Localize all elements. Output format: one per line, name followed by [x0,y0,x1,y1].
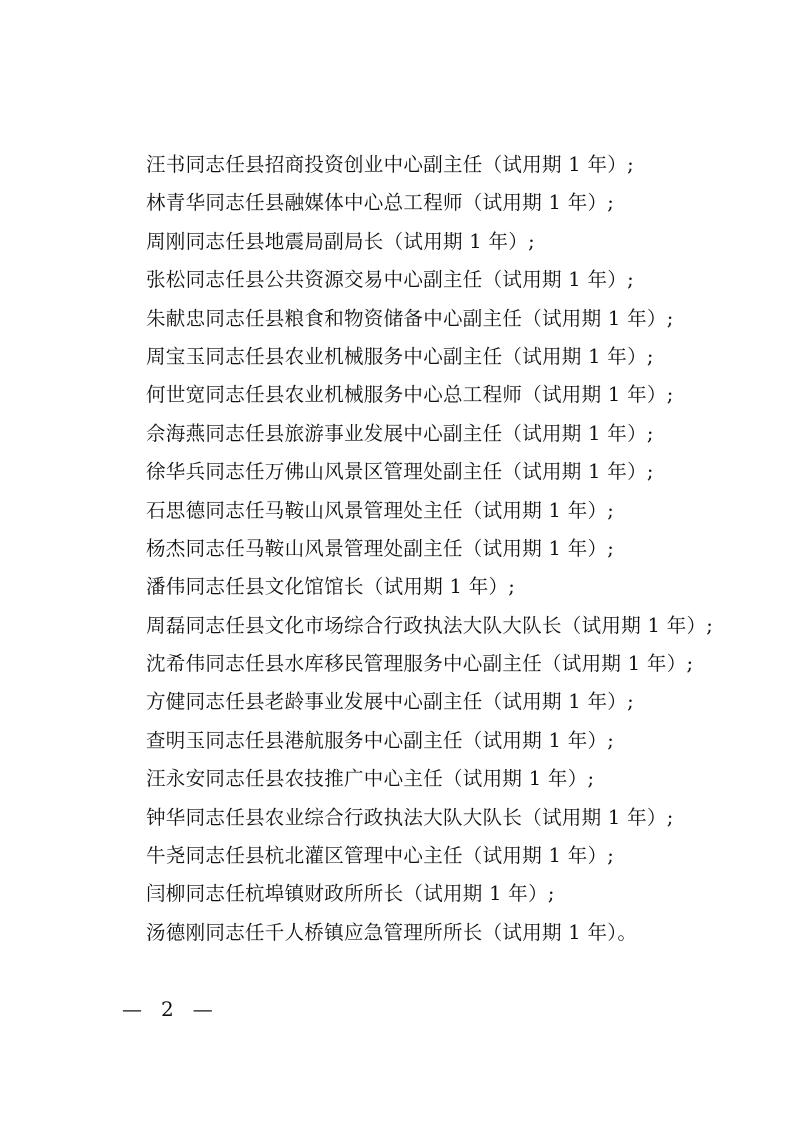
appointment-line-7: 何世宽同志任县农业机械服务中心总工程师（试用期 1 年）; [146,383,674,407]
page-number-left-dash: — [122,997,142,1021]
page-number-value: 2 [160,997,174,1021]
appointment-line-20: 闫柳同志任杭埠镇财政所所长（试用期 1 年）; [146,882,555,906]
appointment-line-1: 汪书同志任县招商投资创业中心副主任（试用期 1 年）; [146,153,634,176]
appointment-line-4: 张松同志任县公共资源交易中心副主任（试用期 1 年）; [146,268,634,292]
appointment-line-16: 查明玉同志任县港航服务中心副主任（试用期 1 年）; [146,728,615,752]
page-number-right-dash: — [192,997,213,1021]
appointment-line-19: 牛尧同志任县杭北灌区管理中心主任（试用期 1 年）; [146,844,615,868]
appointment-line-15: 方健同志任县老龄事业发展中心副主任（试用期 1 年）; [146,690,634,714]
appointment-line-14: 沈希伟同志任县水库移民管理服务中心副主任（试用期 1 年）; [146,652,694,676]
appointment-line-13: 周磊同志任县文化市场综合行政执法大队大队长（试用期 1 年）; [146,613,714,637]
page-number [118,995,217,1023]
appointment-line-5: 朱献忠同志任县粮食和物资储备中心副主任（试用期 1 年）; [146,306,674,330]
appointment-line-12: 潘伟同志任县文化馆馆长（试用期 1 年）; [146,575,516,599]
appointment-line-10: 石思德同志任马鞍山风景管理处主任（试用期 1 年）; [146,498,615,522]
appointment-line-2: 林青华同志任县融媒体中心总工程师（试用期 1 年）; [146,191,615,215]
appointment-line-21: 汤德刚同志任千人桥镇应急管理所所长（试用期 1 年）。 [146,920,638,944]
appointment-line-8: 佘海燕同志任县旅游事业发展中心副主任（试用期 1 年）; [146,421,654,445]
appointment-line-11: 杨杰同志任马鞍山风景管理处副主任（试用期 1 年）; [146,536,615,560]
appointment-line-17: 汪永安同志任县农技推广中心主任（试用期 1 年）; [146,767,595,791]
appointment-line-6: 周宝玉同志任县农业机械服务中心副主任（试用期 1 年）; [146,344,654,368]
appointment-line-18: 钟华同志任县农业综合行政执法大队大队长（试用期 1 年）; [146,805,674,829]
appointment-line-3: 周刚同志任县地震局副局长（试用期 1 年）; [146,229,535,253]
appointment-list [146,146,746,952]
appointment-line-9: 徐华兵同志任万佛山风景区管理处副主任（试用期 1 年）; [146,460,654,484]
